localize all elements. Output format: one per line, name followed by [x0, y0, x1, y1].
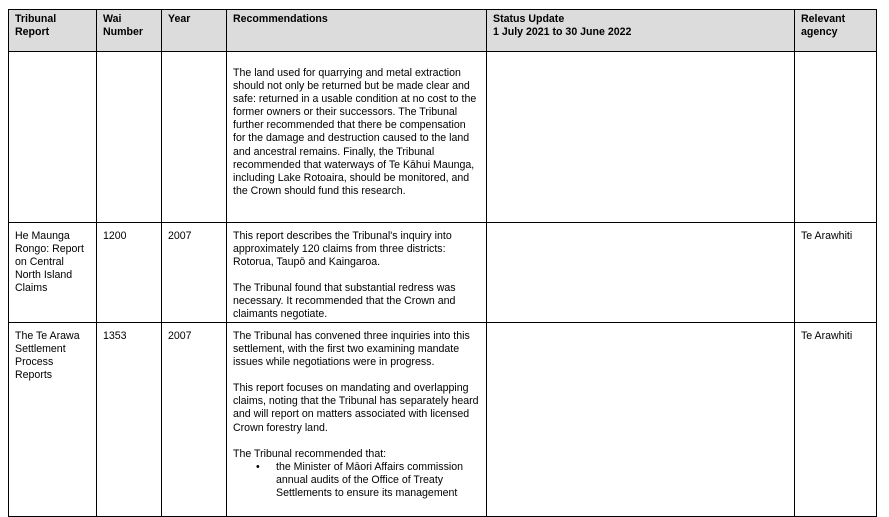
cell-agency: Te Arawhiti: [795, 223, 877, 323]
header-relevant-agency: Relevant agency: [795, 10, 877, 52]
table-row: [9, 323, 877, 517]
recommendation-paragraph: The Tribunal has convened three inquiries into this settlement, with the first two examining mandate issues while negotiations were in progress.: [233, 330, 470, 369]
recommendation-paragraph: This report describes the Tribunal's inquiry into approximately 120 claims from three districts: Rotorua, Taupō and Kaingaroa.: [233, 230, 452, 269]
cell-agency: Te Arawhiti: [795, 323, 877, 517]
recommendation-paragraph: This report focuses on mandating and overlapping claims, noting that the Tribunal has separately heard and will report on matters associated with licensed Crown forestry land.: [233, 382, 479, 434]
cell-wai-number: 1353: [97, 323, 162, 517]
cell-recommendations: [227, 52, 487, 223]
cell-agency: [795, 52, 877, 223]
cell-report: He Maunga Rongo: Report on Central North Island Claims: [9, 223, 97, 323]
cell-report: The Te Arawa Settlement Process Reports: [9, 323, 97, 517]
recommendation-paragraph: The land used for quarrying and metal extraction should not only be returned but be made clear and safe: returned in a usable condition at no cost to the former owners or their successors. The Tribunal further recommended that there be compensation for the damage and destruction caused to the land and ancestral remains. Finally, the Tribunal recommended that waterways of Te Kāhui Maunga, including Lake Rotoaira, should be monitored, and the Crown should fund this research.: [233, 67, 477, 197]
status-header-period: 1 July 2021 to 30 June 2022: [493, 26, 632, 39]
header-recommendations: Recommendations: [227, 10, 487, 52]
header-wai-number: Wai Number: [97, 10, 162, 52]
table-header-row: [9, 10, 877, 52]
recommendation-paragraph: The Tribunal recommended that:: [233, 447, 387, 460]
cell-wai-number: 1200: [97, 223, 162, 323]
cell-recommendations: [227, 323, 487, 517]
cell-year: [162, 52, 227, 223]
cell-status-update: [487, 223, 795, 323]
status-header-title: Status Update: [493, 13, 565, 25]
header-year: Year: [162, 10, 227, 52]
header-status-update: [487, 10, 795, 52]
cell-report: [9, 52, 97, 223]
table-row: [9, 223, 877, 323]
cell-wai-number: [97, 52, 162, 223]
recommendations-table: [8, 9, 877, 517]
cell-year: 2007: [162, 223, 227, 323]
header-tribunal-report: Tribunal Report: [9, 10, 97, 52]
cell-year: 2007: [162, 323, 227, 517]
recommendation-bullet: • the Minister of Māori Affairs commission annual audits of the Office of Treaty Settlements to ensure its management: [276, 461, 480, 500]
cell-status-update: [487, 323, 795, 517]
table-row: [9, 52, 877, 223]
cell-recommendations: [227, 223, 487, 323]
recommendation-paragraph: The Tribunal found that substantial redress was necessary. It recommended that the Crown and claimants negotiate.: [233, 282, 456, 321]
cell-status-update: [487, 52, 795, 223]
recommendation-bullet-list: [233, 461, 480, 500]
